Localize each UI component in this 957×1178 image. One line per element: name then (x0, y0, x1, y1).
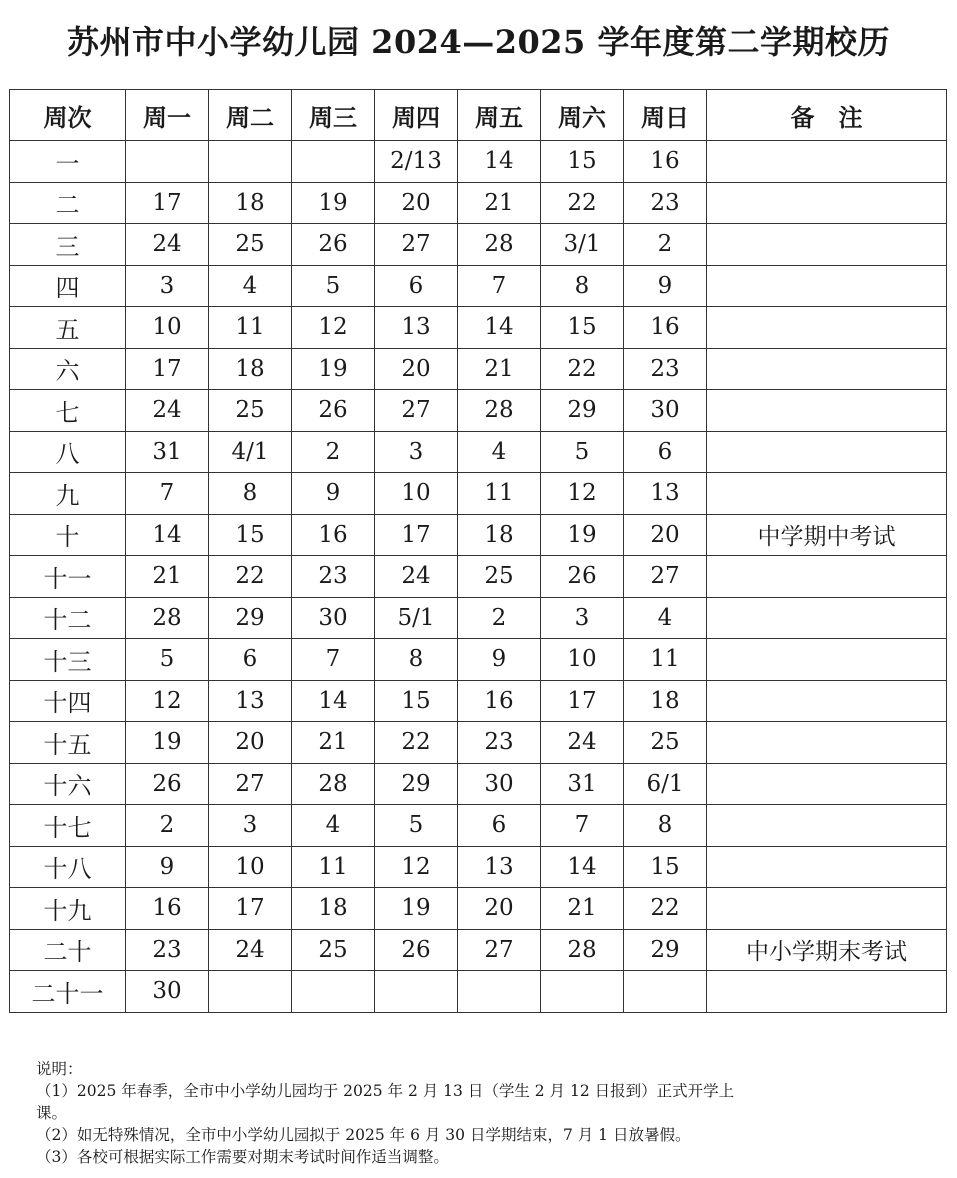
date-cell: 5 (126, 639, 209, 681)
remark-cell (707, 431, 947, 473)
date-cell: 26 (292, 224, 375, 266)
date-cell: 9 (292, 473, 375, 515)
note-item: （3）各校可根据实际工作需要对期末考试时间作适当调整。 (36, 1148, 449, 1166)
week-number-cell: 七 (10, 390, 126, 432)
date-cell: 22 (209, 556, 292, 598)
date-cell: 28 (292, 763, 375, 805)
date-cell: 26 (126, 763, 209, 805)
date-cell: 5 (541, 431, 624, 473)
date-cell: 17 (126, 182, 209, 224)
date-cell: 2 (292, 431, 375, 473)
week-number-cell: 六 (10, 348, 126, 390)
table-row (10, 141, 947, 183)
remark-cell (707, 971, 947, 1013)
date-cell: 11 (458, 473, 541, 515)
notes-heading: 说明： (36, 1060, 83, 1078)
date-cell: 25 (209, 224, 292, 266)
remark-cell (707, 556, 947, 598)
date-cell: 24 (126, 390, 209, 432)
date-cell: 22 (541, 348, 624, 390)
date-cell: 27 (624, 556, 707, 598)
date-cell: 4 (292, 805, 375, 847)
week-number-cell: 十一 (10, 556, 126, 598)
date-cell: 15 (624, 846, 707, 888)
date-cell: 10 (209, 846, 292, 888)
date-cell: 9 (126, 846, 209, 888)
week-number-cell: 五 (10, 307, 126, 349)
table-row (10, 846, 947, 888)
week-number-cell: 十七 (10, 805, 126, 847)
date-cell: 19 (126, 722, 209, 764)
date-cell: 5 (292, 265, 375, 307)
date-cell: 25 (624, 722, 707, 764)
date-cell: 27 (375, 224, 458, 266)
table-row (10, 597, 947, 639)
date-cell: 18 (209, 182, 292, 224)
remark-cell: 中小学期末考试 (707, 929, 947, 971)
date-cell: 6 (458, 805, 541, 847)
table-row (10, 307, 947, 349)
table-row (10, 224, 947, 266)
date-cell: 7 (541, 805, 624, 847)
date-cell (458, 971, 541, 1013)
table-body (10, 141, 947, 1013)
date-cell: 17 (126, 348, 209, 390)
note-item: （2）如无特殊情况，全市中小学幼儿园拟于 2025 年 6 月 30 日学期结束，7 月 1 日放暑假。 (36, 1126, 691, 1144)
date-cell: 27 (209, 763, 292, 805)
date-cell: 29 (375, 763, 458, 805)
date-cell: 14 (292, 680, 375, 722)
date-cell: 8 (209, 473, 292, 515)
week-number-cell: 十 (10, 514, 126, 556)
remark-cell (707, 265, 947, 307)
date-cell (292, 141, 375, 183)
table-row (10, 680, 947, 722)
date-cell: 16 (458, 680, 541, 722)
date-cell: 20 (375, 348, 458, 390)
week-number-cell: 十九 (10, 888, 126, 930)
date-cell: 6 (209, 639, 292, 681)
table-row (10, 971, 947, 1013)
table-row (10, 639, 947, 681)
table-row (10, 929, 947, 971)
date-cell: 13 (458, 846, 541, 888)
date-cell (375, 971, 458, 1013)
date-cell: 28 (126, 597, 209, 639)
date-cell: 13 (209, 680, 292, 722)
date-cell: 3 (209, 805, 292, 847)
date-cell: 25 (209, 390, 292, 432)
date-cell: 19 (292, 182, 375, 224)
date-cell: 3 (375, 431, 458, 473)
remark-cell (707, 182, 947, 224)
date-cell: 12 (292, 307, 375, 349)
date-cell: 31 (541, 763, 624, 805)
date-cell: 24 (209, 929, 292, 971)
date-cell: 20 (375, 182, 458, 224)
table-row (10, 473, 947, 515)
date-cell: 4 (624, 597, 707, 639)
table-row (10, 763, 947, 805)
date-cell: 5/1 (375, 597, 458, 639)
date-cell: 29 (541, 390, 624, 432)
date-cell: 8 (541, 265, 624, 307)
date-cell: 2 (624, 224, 707, 266)
date-cell: 2 (126, 805, 209, 847)
date-cell: 28 (458, 390, 541, 432)
remark-cell (707, 224, 947, 266)
date-cell: 16 (126, 888, 209, 930)
date-cell: 19 (541, 514, 624, 556)
week-number-cell: 十六 (10, 763, 126, 805)
date-cell: 28 (458, 224, 541, 266)
date-cell: 2/13 (375, 141, 458, 183)
date-cell: 18 (209, 348, 292, 390)
table-row (10, 431, 947, 473)
remark-cell (707, 763, 947, 805)
date-cell: 14 (458, 307, 541, 349)
date-cell: 11 (209, 307, 292, 349)
date-cell: 6/1 (624, 763, 707, 805)
date-cell: 10 (541, 639, 624, 681)
date-cell (209, 971, 292, 1013)
date-cell: 21 (292, 722, 375, 764)
date-cell: 26 (292, 390, 375, 432)
remark-cell (707, 888, 947, 930)
date-cell: 20 (458, 888, 541, 930)
date-cell: 7 (458, 265, 541, 307)
remark-cell (707, 722, 947, 764)
week-number-cell: 四 (10, 265, 126, 307)
date-cell: 30 (292, 597, 375, 639)
column-header: 周五 (458, 90, 541, 141)
column-header: 备 注 (707, 90, 947, 141)
remark-cell (707, 141, 947, 183)
date-cell: 9 (624, 265, 707, 307)
table-row (10, 722, 947, 764)
date-cell: 19 (375, 888, 458, 930)
page-title: 苏州市中小学幼儿园 2024—2025 学年度第二学期校历 (67, 23, 890, 61)
date-cell: 2 (458, 597, 541, 639)
remark-cell (707, 680, 947, 722)
date-cell: 18 (458, 514, 541, 556)
date-cell: 10 (126, 307, 209, 349)
week-number-cell: 十三 (10, 639, 126, 681)
school-calendar-table (9, 89, 947, 1013)
date-cell: 23 (458, 722, 541, 764)
remark-cell (707, 307, 947, 349)
date-cell: 16 (624, 307, 707, 349)
date-cell: 3 (126, 265, 209, 307)
table-row (10, 556, 947, 598)
date-cell: 11 (624, 639, 707, 681)
column-header: 周六 (541, 90, 624, 141)
date-cell: 13 (624, 473, 707, 515)
table-row (10, 182, 947, 224)
date-cell: 17 (541, 680, 624, 722)
column-header: 周三 (292, 90, 375, 141)
date-cell: 15 (541, 307, 624, 349)
column-header: 周一 (126, 90, 209, 141)
table-row (10, 888, 947, 930)
note-item: （1）2025 年春季，全市中小学幼儿园均于 2025 年 2 月 13 日（学生 2 月 12 日报到）正式开学上 (36, 1082, 735, 1100)
remark-cell (707, 846, 947, 888)
date-cell: 21 (458, 348, 541, 390)
table-row (10, 265, 947, 307)
date-cell: 31 (126, 431, 209, 473)
date-cell: 4 (458, 431, 541, 473)
week-number-cell: 三 (10, 224, 126, 266)
date-cell: 16 (292, 514, 375, 556)
date-cell: 15 (209, 514, 292, 556)
date-cell: 16 (624, 141, 707, 183)
date-cell: 18 (624, 680, 707, 722)
date-cell: 22 (624, 888, 707, 930)
column-header: 周日 (624, 90, 707, 141)
date-cell: 29 (624, 929, 707, 971)
date-cell: 17 (209, 888, 292, 930)
note-item: 课。 (36, 1104, 68, 1122)
date-cell: 23 (292, 556, 375, 598)
date-cell: 20 (209, 722, 292, 764)
week-number-cell: 二十 (10, 929, 126, 971)
date-cell (292, 971, 375, 1013)
date-cell: 22 (375, 722, 458, 764)
remark-cell (707, 348, 947, 390)
date-cell: 27 (458, 929, 541, 971)
notes-section (36, 1058, 936, 1168)
date-cell: 23 (624, 348, 707, 390)
date-cell: 22 (541, 182, 624, 224)
date-cell: 27 (375, 390, 458, 432)
date-cell: 17 (375, 514, 458, 556)
date-cell: 6 (624, 431, 707, 473)
date-cell: 13 (375, 307, 458, 349)
week-number-cell: 八 (10, 431, 126, 473)
date-cell: 19 (292, 348, 375, 390)
date-cell: 23 (126, 929, 209, 971)
date-cell: 14 (458, 141, 541, 183)
date-cell: 8 (375, 639, 458, 681)
date-cell: 25 (292, 929, 375, 971)
week-number-cell: 十五 (10, 722, 126, 764)
table-row (10, 348, 947, 390)
date-cell: 20 (624, 514, 707, 556)
remark-cell: 中学期中考试 (707, 514, 947, 556)
date-cell: 30 (126, 971, 209, 1013)
table-row (10, 805, 947, 847)
date-cell: 29 (209, 597, 292, 639)
date-cell: 26 (541, 556, 624, 598)
date-cell: 15 (541, 141, 624, 183)
remark-cell (707, 639, 947, 681)
date-cell: 9 (458, 639, 541, 681)
date-cell (624, 971, 707, 1013)
week-number-cell: 二 (10, 182, 126, 224)
column-header: 周二 (209, 90, 292, 141)
date-cell: 8 (624, 805, 707, 847)
date-cell: 21 (126, 556, 209, 598)
date-cell: 3/1 (541, 224, 624, 266)
table-row (10, 390, 947, 432)
date-cell (209, 141, 292, 183)
week-number-cell: 十二 (10, 597, 126, 639)
table-row (10, 514, 947, 556)
remark-cell (707, 805, 947, 847)
date-cell: 4 (209, 265, 292, 307)
table-header-row (10, 90, 947, 141)
date-cell: 7 (126, 473, 209, 515)
week-number-cell: 一 (10, 141, 126, 183)
week-number-cell: 九 (10, 473, 126, 515)
column-header: 周四 (375, 90, 458, 141)
date-cell: 24 (541, 722, 624, 764)
date-cell: 30 (624, 390, 707, 432)
date-cell: 6 (375, 265, 458, 307)
remark-cell (707, 597, 947, 639)
date-cell: 28 (541, 929, 624, 971)
week-number-cell: 二十一 (10, 971, 126, 1013)
date-cell: 23 (624, 182, 707, 224)
date-cell: 14 (541, 846, 624, 888)
date-cell: 25 (458, 556, 541, 598)
date-cell: 18 (292, 888, 375, 930)
date-cell: 15 (375, 680, 458, 722)
date-cell: 10 (375, 473, 458, 515)
remark-cell (707, 390, 947, 432)
remark-cell (707, 473, 947, 515)
date-cell: 4/1 (209, 431, 292, 473)
date-cell: 21 (541, 888, 624, 930)
date-cell: 14 (126, 514, 209, 556)
date-cell: 12 (126, 680, 209, 722)
date-cell: 7 (292, 639, 375, 681)
date-cell: 24 (126, 224, 209, 266)
date-cell: 12 (541, 473, 624, 515)
date-cell: 12 (375, 846, 458, 888)
date-cell: 5 (375, 805, 458, 847)
date-cell: 3 (541, 597, 624, 639)
date-cell: 26 (375, 929, 458, 971)
date-cell (541, 971, 624, 1013)
date-cell: 11 (292, 846, 375, 888)
week-number-cell: 十四 (10, 680, 126, 722)
week-number-cell: 十八 (10, 846, 126, 888)
column-header: 周次 (10, 90, 126, 141)
date-cell (126, 141, 209, 183)
date-cell: 30 (458, 763, 541, 805)
date-cell: 24 (375, 556, 458, 598)
date-cell: 21 (458, 182, 541, 224)
